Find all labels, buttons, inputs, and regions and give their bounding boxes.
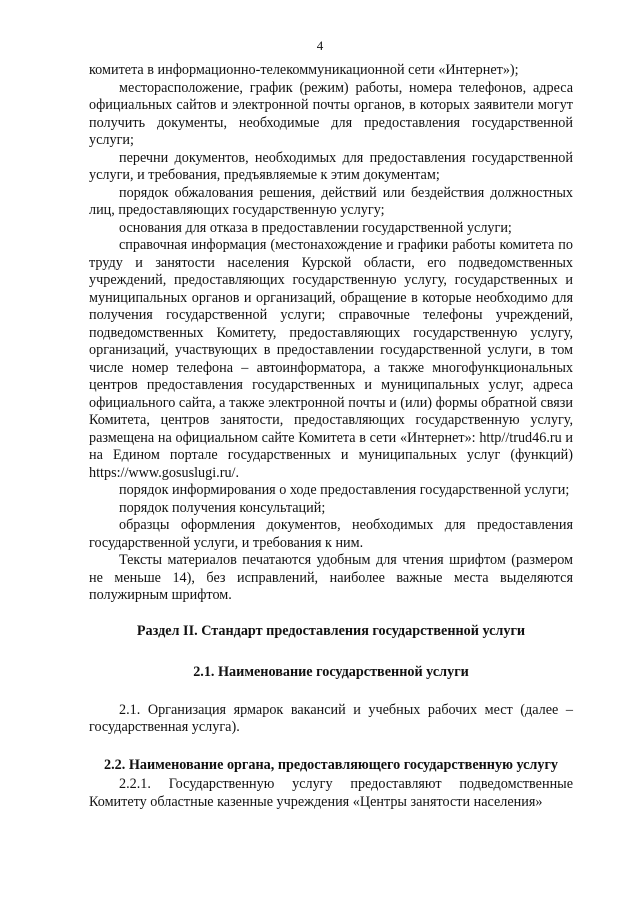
paragraph: Тексты материалов печатаются удобным для чтения шрифтом (размером не меньше 14), без исправлений, наиболее важные места выделяются полужирным шрифтом. [89, 552, 573, 603]
paragraph: перечни документов, необходимых для предоставления государственной услуги, и требования, предъявляемые к этим документам; [89, 149, 573, 183]
paragraph: основания для отказа в предоставлении государственной услуги; [119, 219, 512, 236]
paragraph: порядок обжалования решения, действий или бездействия должностных лиц, предоставляющих государственную услугу; [89, 184, 573, 218]
paragraph: месторасположение, график (режим) работы, номера телефонов, адреса официальных сайтов и электронной почты органов, в которых заявители могут получить документы, необходимые для предоставления государственной услуги; [89, 79, 573, 148]
paragraph: комитета в информационно-телекоммуникационной сети «Интернет»); [89, 62, 519, 78]
paragraph: 2.2.1. Государственную услугу предоставляют подведомственные Комитету областные казенные учреждения «Центры занятости населения» [89, 776, 573, 810]
page-number: 4 [316, 38, 324, 53]
paragraph: порядок информирования о ходе предоставления государственной услуги; [119, 482, 570, 498]
subsection-title: 2.2. Наименование органа, предоставляющего государственную услугу [103, 756, 559, 773]
paragraph: порядок получения консультаций; [119, 499, 326, 516]
paragraph: 2.1. Организация ярмарок вакансий и учебных рабочих мест (далее – государственная услуга). [89, 701, 573, 735]
section-title: Раздел II. Стандарт предоставления государственной услуги [136, 622, 526, 639]
paragraph: образцы оформления документов, необходимых для предоставления государственной услуги, и требования к ним. [89, 517, 573, 551]
document-body [89, 62, 573, 811]
paragraph: справочная информация (местонахождение и графики работы комитета по труду и занятости населения Курской области, его подведомственных учреждений, предоставляющих государственную услугу, государственных и муниципальных органов и организаций, обращение в которые необходимо для получения государственной услуги; справочные телефоны учреждений, подведомственных Комитету, предоставляющих государственную услугу, организаций, участвующих в предоставлении государственной услуги, в том числе номер телефона – автоинформатора, а также многофункциональных центров предоставления государственных и муниципальных услуг, адреса официального сайта, а также электронной почты и (или) формы обратной связи Комитета, центров занятости, предоставляющих государственную услугу, размещена на официальном сайте Комитета в сети «Интернет»: http//trud46.ru и на Едином портале государственных и муниципальных услуг (функций) https://www.gosuslugi.ru/. [89, 237, 573, 481]
subsection-title: 2.1. Наименование государственной услуги [193, 664, 469, 680]
